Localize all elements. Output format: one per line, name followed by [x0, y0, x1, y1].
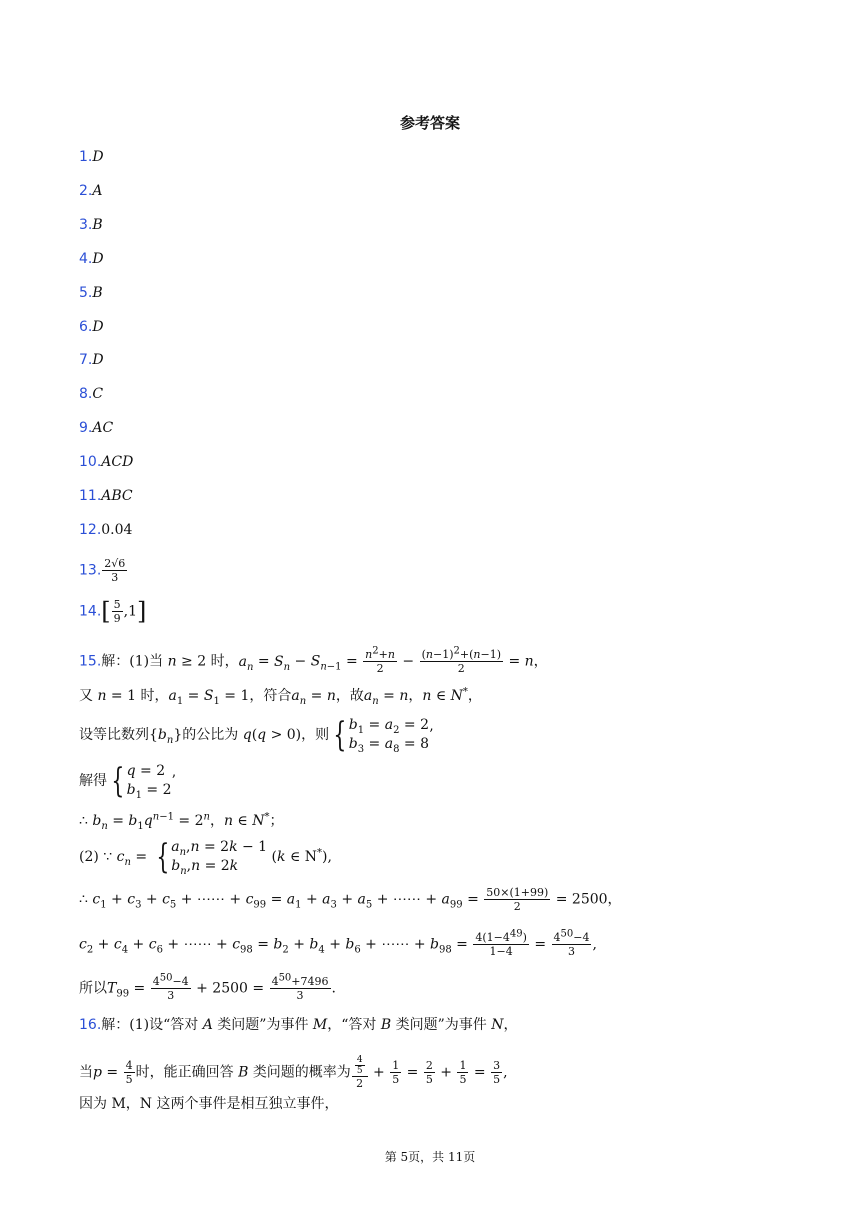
q15-line-2: 又 n = 1 时，$a_1 = S_1 = 1$，符合$a_n = n$，故$a_n = n$，n ∈ N*， — [79, 686, 482, 707]
answer-number: 1. — [79, 149, 93, 165]
answer-value: 0.04 — [101, 522, 133, 538]
answer-3 — [79, 215, 103, 235]
q15-line-4: 解得 { q = 2 $b_1 = 2$ ’ — [79, 761, 176, 801]
answer-1 — [79, 147, 104, 167]
answer-number: 14. — [79, 603, 102, 620]
q15-line-7: ∴ $c_1 + c_3 + c_5$ + ⋯⋯ + $c_{99} = a_1 + a_3 + a_5$ + ⋯⋯ + $a_{99}$ = $\frac{50\times(1+99)}{2}$ = 2500， — [79, 886, 622, 913]
answer-value: ACD — [101, 454, 134, 470]
answer-value: A — [92, 183, 103, 199]
q15-line-3: 设等比数列$\{b_n\}$的公比为 q(q > 0)，则 { $b_1 = a_2 = 2$ $b_3 = a_8 = 8$ ’ — [79, 715, 434, 755]
answer-2 — [79, 181, 102, 201]
answer-value: D — [92, 251, 104, 267]
answer-5 — [79, 283, 103, 303]
answer-number: 6. — [79, 319, 93, 335]
answer-number: 13. — [79, 562, 102, 579]
answer-number: 5. — [79, 285, 93, 301]
question-number: 15. — [79, 653, 102, 670]
answer-10 — [79, 452, 133, 472]
answer-value: B — [92, 217, 103, 233]
answer-number: 10. — [79, 454, 102, 470]
q15-line-8: $c_2 + c_4 + c_6$ + ⋯⋯ + $c_{98} = b_2 + b_4 + b_6$ + ⋯⋯ + $b_{98}$ = $\frac{4(1-4^{49})}{1-4}$ = $\frac{4^{50}-4}{3}$ , — [79, 928, 597, 958]
q15-line-9: 所以$T_{99}$ = $\frac{4^{50}-4}{3}$ + 2500 = $\frac{4^{50}+7496}{3}$ . — [79, 972, 336, 1002]
q16-line-2: 当p = $\frac{4}{5}$ 时，能正确回答 B 类问题的概率为 $\frac{\frac{4}{5}}{2}$ + $\frac{1}{5}$ = $\frac{2}{5}$ + $\frac{1}{5}$ = $\frac{3}{5}$ , — [79, 1055, 508, 1090]
question-number: 16. — [79, 1017, 102, 1033]
answer-8 — [79, 384, 103, 404]
fraction-2sqrt6-over-3: $\frac{2√6}{3}$ — [104, 557, 126, 584]
answer-value: ABC — [101, 488, 133, 504]
answer-value: AC — [92, 420, 114, 436]
answer-number: 4. — [79, 251, 93, 267]
answer-value: D — [92, 149, 104, 165]
q16-line-3: 因为 M，N 这两个事件是相互独立事件， — [79, 1096, 339, 1112]
answer-number: 7. — [79, 352, 93, 368]
q15-line-5: ∴ $b_n = b_1q^{n-1} = 2^n$，n ∈ N*； — [79, 811, 284, 832]
page-footer: 第 5页，共 11页 — [384, 1150, 476, 1164]
answer-number: 3. — [79, 217, 93, 233]
answer-13 — [79, 557, 128, 584]
answer-value: D — [92, 319, 104, 335]
answer-7 — [79, 350, 104, 370]
answer-number: 9. — [79, 420, 93, 436]
answer-value: B — [92, 285, 103, 301]
q15-line-1: 15.解：(1)当 n ≥ 2 时，$a_n = S_n - S_{n-1}$ = $\frac{n^2+n}{2}$ − $\frac{(n-1)^2+(n-1)}{2}$ = n， — [79, 645, 548, 675]
q15-line-6: (2) ∵ $c_n$ = { $a_n,n = 2k - 1$ $b_n,n = 2k$ (k ∈ N*), — [79, 837, 332, 877]
answer-9 — [79, 418, 113, 438]
q16-line-1: 16.解：(1)设“答对 A 类问题”为事件 M，“答对 B 类问题”为事件 N， — [79, 1017, 518, 1033]
answer-value: D — [92, 352, 104, 368]
answer-number: 12. — [79, 522, 102, 538]
answer-12 — [79, 520, 132, 540]
answer-14: 14.[ $\frac{5}{9}$ ,1] — [79, 597, 147, 626]
answer-number: 11. — [79, 488, 102, 504]
page-title: 参考答案 — [399, 114, 460, 132]
answer-4 — [79, 249, 104, 269]
answer-11 — [79, 486, 133, 506]
answer-6 — [79, 317, 104, 337]
answer-number: 8. — [79, 386, 93, 402]
answer-value: C — [92, 386, 104, 402]
answer-number: 2. — [79, 183, 93, 199]
